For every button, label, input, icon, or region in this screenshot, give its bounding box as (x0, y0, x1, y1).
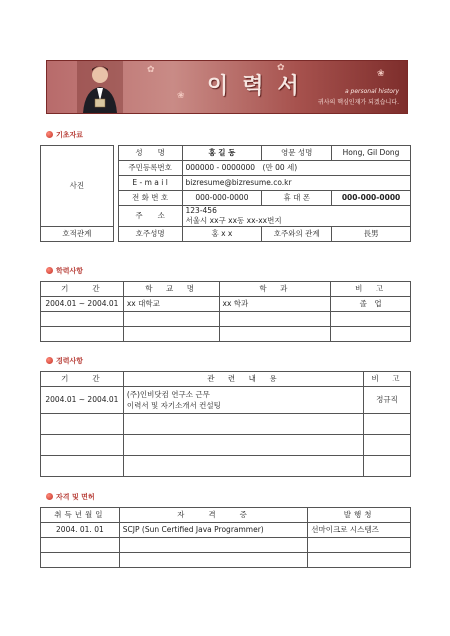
section-title-basic: 기초자료 (46, 130, 83, 140)
career-header-note: 비 고 (364, 372, 411, 387)
career-table (40, 371, 411, 477)
mobile-value: 000-000-0000 (332, 191, 411, 206)
license-header-issuer: 발행청 (308, 508, 411, 523)
flower-icon: ❀ (177, 91, 185, 101)
banner-subtitle-en: a personal history (344, 88, 399, 95)
flower-icon: ✿ (147, 65, 155, 75)
address-line1: 123-456 (182, 206, 410, 217)
career-header-period: 기 간 (41, 372, 124, 387)
table-row (41, 312, 411, 327)
edu-header-note: 비 고 (331, 282, 411, 297)
license-header-name: 자 격 증 (119, 508, 308, 523)
mobile-label: 휴 대 폰 (262, 191, 332, 206)
id-value: 000000 - 0000000 (만 00 세) (182, 161, 410, 176)
edu-header-major: 학 과 (219, 282, 331, 297)
photo-box: 사진 (41, 146, 114, 227)
head-relation-label: 호주와의 관계 (262, 227, 332, 242)
phone-value: 000-000-0000 (182, 191, 262, 206)
person-photo-icon (77, 61, 123, 113)
email-value: bizresume@bizresume.co.kr (182, 176, 410, 191)
eng-name-label: 영문 성명 (262, 146, 332, 161)
table-row (41, 456, 411, 477)
email-label: E - m a i l (118, 176, 182, 191)
section-title-career: 경력사항 (46, 356, 83, 366)
resume-banner (46, 60, 408, 114)
table-row (41, 538, 411, 553)
section-title-license: 자격 및 면허 (46, 492, 95, 502)
banner-subtitle-kr: 귀사의 핵심인재가 되겠습니다. (317, 99, 399, 106)
id-label: 주민등록번호 (118, 161, 182, 176)
table-row (41, 414, 411, 435)
bullet-icon (46, 131, 53, 138)
head-name-label: 호주성명 (118, 227, 182, 242)
table-row (41, 327, 411, 342)
bullet-icon (46, 267, 53, 274)
table-row (41, 435, 411, 456)
section-title-education: 학력사항 (46, 266, 83, 276)
edu-header-period: 기 간 (41, 282, 124, 297)
name-label: 성 명 (118, 146, 182, 161)
family-relation-label: 호적관계 (41, 227, 114, 242)
table-row: 2004.01 ~ 2004.01 (주)인비닷컴 연구소 근무 이력서 및 자기소개서 컨설팅 정규직 (41, 387, 411, 414)
address-label: 주 소 (118, 206, 182, 227)
basic-info-table (40, 145, 411, 242)
table-row (41, 553, 411, 568)
eng-name-value: Hong, Gil Dong (332, 146, 411, 161)
license-table (40, 507, 411, 568)
table-row: 2004.01 ~ 2004.01 xx 대학교 xx 학과 졸 업 (41, 297, 411, 312)
address-line2: 서울시 xx구 xx동 xx-xx번지 (182, 216, 410, 227)
edu-header-school: 학 교 명 (123, 282, 219, 297)
flower-icon: ✿ (277, 63, 285, 73)
phone-label: 전 화 번 호 (118, 191, 182, 206)
flower-icon: ❀ (377, 69, 385, 79)
resume-title: 이력서 (207, 74, 313, 99)
license-header-date: 취득년월일 (41, 508, 120, 523)
education-table (40, 281, 411, 342)
bullet-icon (46, 357, 53, 364)
bullet-icon (46, 493, 53, 500)
head-relation-value: 長男 (332, 227, 411, 242)
name-value: 홍 길 동 (182, 146, 262, 161)
head-name-value: 홍 x x (182, 227, 262, 242)
career-header-content: 관 련 내 용 (123, 372, 363, 387)
table-row: 2004. 01. 01 SCJP (Sun Certified Java Programmer) 선마이크로 시스템즈 (41, 523, 411, 538)
